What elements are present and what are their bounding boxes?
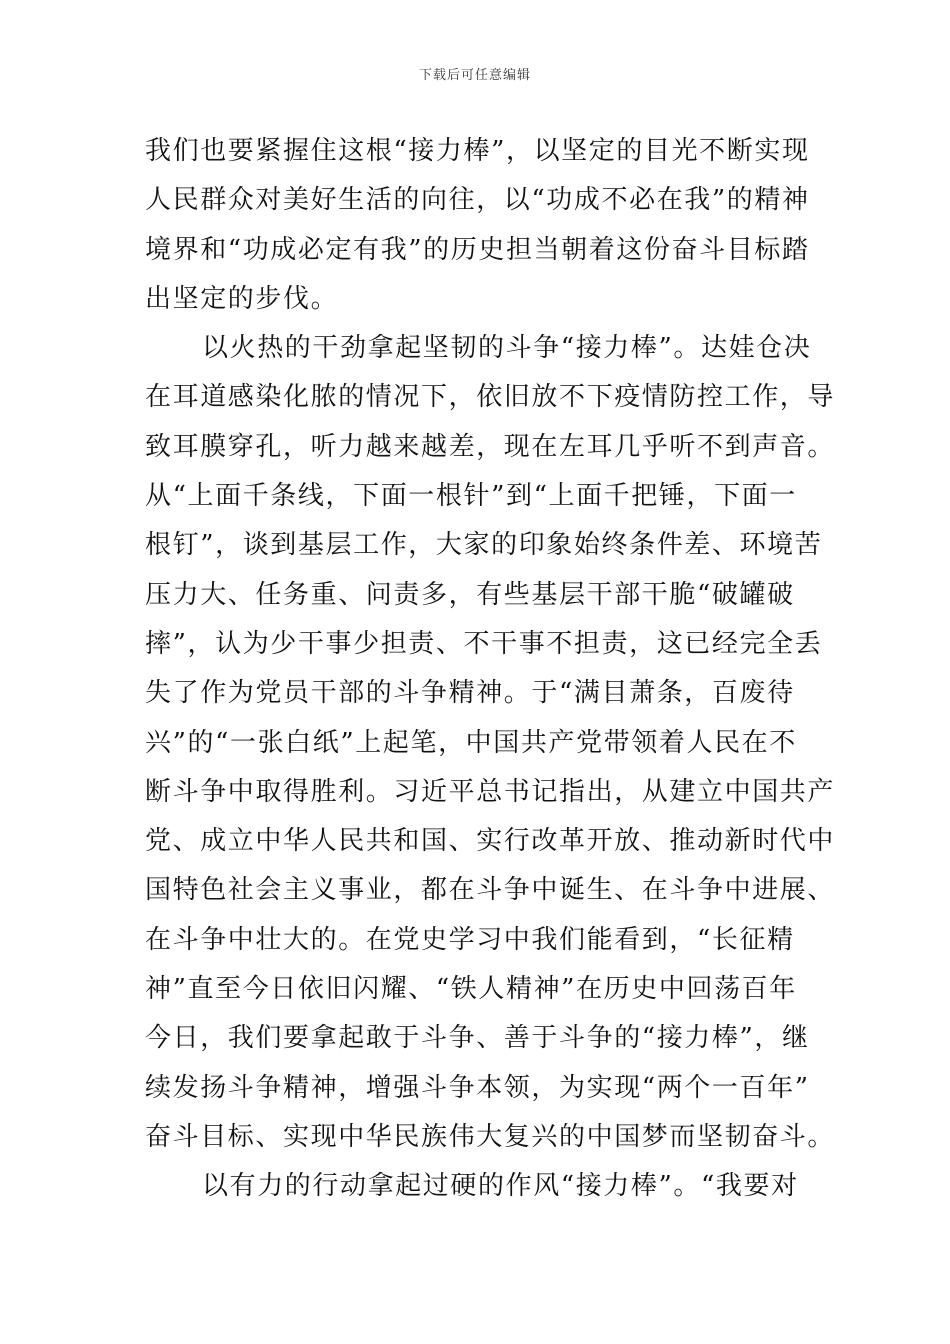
- text-line: 摔”，认为少干事少担责、不干事不担责，这已经完全丢: [145, 628, 823, 659]
- page-header: 下载后可任意编辑: [418, 68, 531, 83]
- text-line: 续发扬斗争精神，增强斗争本领，为实现“两个一百年”: [145, 1072, 810, 1103]
- text-line: 兴”的“一张白纸”上起笔，中国共产党带领着人民在不: [145, 727, 797, 758]
- text-line: 断斗争中取得胜利。习近平总书记指出，从建立中国共产: [145, 776, 836, 807]
- text-line: 我们也要紧握住这根“接力棒”，以坚定的目光不断实现: [145, 136, 810, 166]
- text-line: 出坚定的步伐。: [145, 283, 339, 314]
- text-line: 神”直至今日依旧闪耀、“铁人精神”在历史中回荡百年: [145, 974, 797, 1005]
- text-line: 根钉”，谈到基层工作，大家的印象始终条件差、环境苦: [145, 530, 823, 561]
- text-line: 人民群众对美好生活的向往，以“功成不必在我”的精神: [145, 185, 810, 216]
- text-line: 失了作为党员干部的斗争精神。于“满目萧条，百废待: [145, 678, 795, 709]
- text-line: 压力大、任务重、问责多，有些基层干部干脆“破罐破: [145, 579, 795, 610]
- text-line: 在耳道感染化脓的情况下，依旧放不下疫情防控工作，导: [145, 382, 836, 413]
- text-line: 在斗争中壮大的。在党史学习中我们能看到，“长征精: [145, 924, 795, 955]
- paragraph-first-line: 以火热的干劲拿起坚韧的斗争“接力棒”。达娃仓决: [202, 333, 812, 364]
- text-line: 从“上面千条线，下面一根针”到“上面千把锤，下面一: [145, 481, 797, 512]
- paragraph-first-line: 以有力的行动拿起过硬的作风“接力棒”。“我要对: [202, 1171, 799, 1202]
- document-body: [145, 127, 836, 1212]
- text-line: 国特色社会主义事业，都在斗争中诞生、在斗争中进展、: [145, 875, 836, 906]
- text-line: 奋斗目标、实现中华民族伟大复兴的中国梦而坚韧奋斗。: [145, 1121, 836, 1152]
- text-line: 境界和“功成必定有我”的历史担当朝着这份奋斗目标踏: [145, 234, 810, 265]
- text-line: 党、成立中华人民共和国、实行改革开放、推动新时代中: [145, 826, 836, 857]
- text-line: 今日，我们要拿起敢于斗争、善于斗争的“接力棒”，继: [145, 1023, 810, 1054]
- text-line: 致耳膜穿孔，听力越来越差，现在左耳几乎听不到声音。: [145, 431, 836, 462]
